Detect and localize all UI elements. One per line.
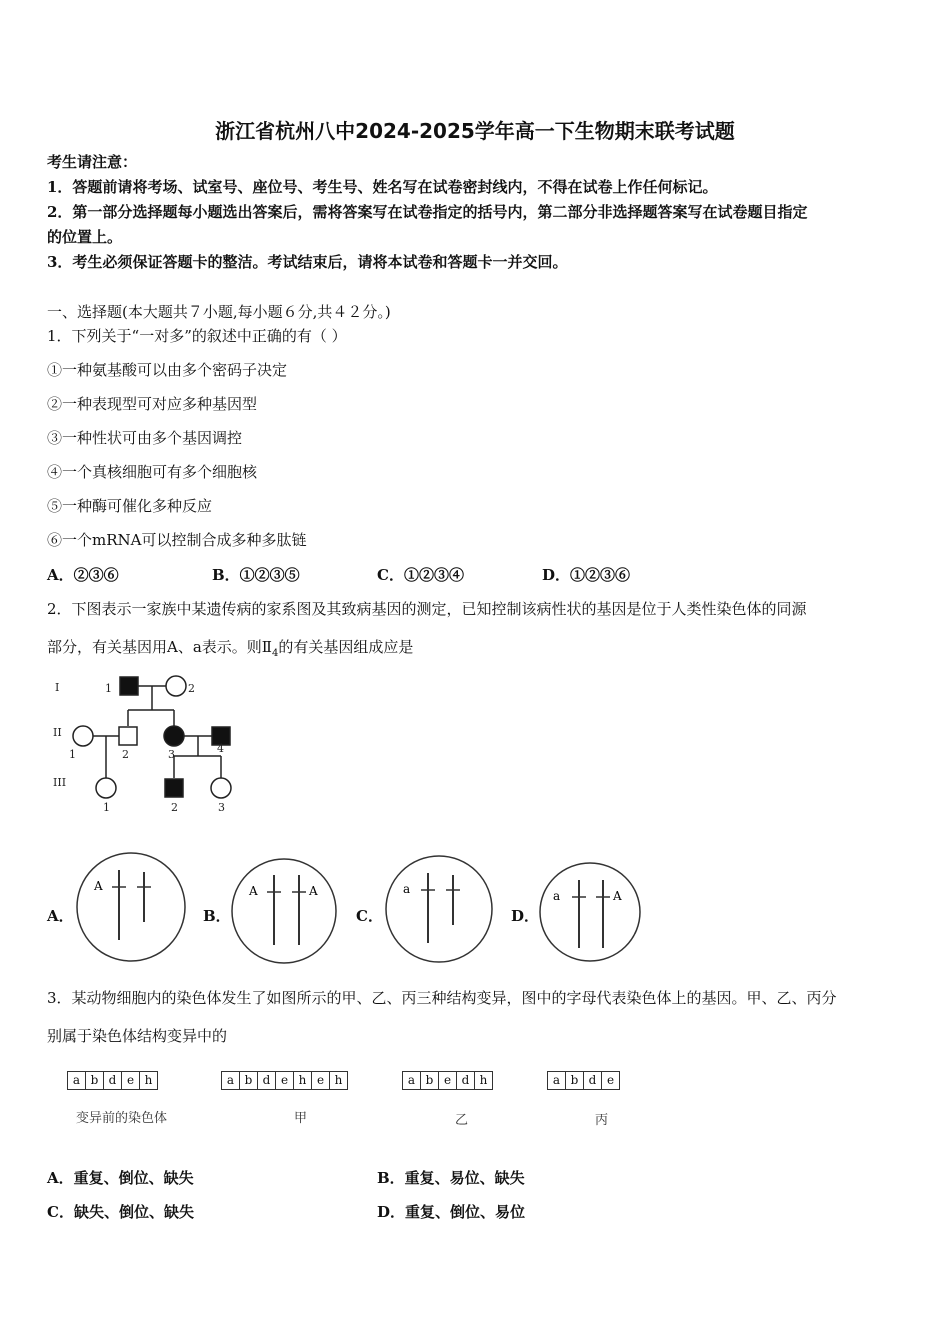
gene-label: A bbox=[94, 879, 103, 893]
gene-label: A bbox=[613, 889, 622, 903]
gene-cell: a bbox=[68, 1072, 86, 1089]
q2-option-b-diagram bbox=[229, 855, 339, 967]
pedigree-affected-male bbox=[120, 677, 138, 695]
q1-item: ①一种氨基酸可以由多个密码子决定 bbox=[47, 361, 288, 379]
pedigree-affected-female bbox=[164, 726, 184, 746]
individual-label: 2 bbox=[171, 801, 178, 814]
q1-option-d[interactable]: D．①②③⑥ bbox=[542, 566, 631, 584]
gene-cell: b bbox=[421, 1072, 439, 1089]
gene-label: a bbox=[403, 882, 411, 896]
chromosome-yi bbox=[402, 1071, 493, 1090]
gene-cell: h bbox=[334, 1073, 343, 1087]
q3-option-c[interactable]: C．缺失、倒位、缺失 bbox=[47, 1203, 194, 1221]
individual-label: 3 bbox=[218, 801, 225, 814]
gene-cell: e bbox=[606, 1073, 615, 1087]
q1-item: ⑤一种酶可催化多种反应 bbox=[47, 497, 213, 515]
q1-option-a[interactable]: A．②③⑥ bbox=[47, 566, 119, 584]
chromosome-caption: 甲 bbox=[294, 1111, 308, 1126]
notice-item: 2．第一部分选择题每小题选出答案后，需将答案写在试卷指定的括号内，第二部分非选择题答案写在试卷题目指定 bbox=[47, 203, 808, 221]
gene-cell: d bbox=[457, 1072, 475, 1089]
gene-label: A bbox=[309, 884, 318, 898]
notice-item: 1．答题前请将考场、试室号、座位号、考生号、姓名写在试卷密封线内，不得在试卷上作任何标记。 bbox=[47, 178, 718, 196]
q2-option-b[interactable]: B． bbox=[203, 907, 231, 925]
notice-item: 的位置上。 bbox=[47, 228, 123, 246]
q1-option-b[interactable]: B．①②③⑤ bbox=[212, 566, 300, 584]
q1-item: ④一个真核细胞可有多个细胞核 bbox=[47, 463, 258, 481]
section-heading: 一、选择题(本大题共７小题,每小题６分,共４２分。) bbox=[47, 303, 391, 321]
pedigree-female bbox=[211, 778, 231, 798]
page-title: 浙江省杭州八中2024-2025学年高一下生物期末联考试题 bbox=[215, 119, 735, 143]
gene-cell: h bbox=[144, 1073, 153, 1087]
q2-option-a-diagram bbox=[74, 850, 188, 964]
gene-cell: a bbox=[403, 1072, 421, 1089]
q1-option-c[interactable]: C．①②③④ bbox=[377, 566, 464, 584]
gene-cell: e bbox=[312, 1072, 330, 1089]
q3-option-b[interactable]: B．重复、易位、缺失 bbox=[377, 1169, 525, 1187]
gene-label: a bbox=[553, 889, 561, 903]
pedigree-affected-male bbox=[165, 779, 183, 797]
gene-cell: h bbox=[294, 1072, 312, 1089]
individual-label: 4 bbox=[217, 742, 224, 755]
gene-cell: e bbox=[439, 1072, 457, 1089]
q3-stem-line1: 3．某动物细胞内的染色体发生了如图所示的甲、乙、丙三种结构变异，图中的字母代表染色体上的基因。甲、乙、丙分 bbox=[47, 989, 837, 1007]
q3-option-a[interactable]: A．重复、倒位、缺失 bbox=[47, 1169, 194, 1187]
gene-cell: d bbox=[584, 1072, 602, 1089]
pedigree-female bbox=[73, 726, 93, 746]
q3-option-d[interactable]: D．重复、倒位、易位 bbox=[377, 1203, 526, 1221]
q2-option-c[interactable]: C． bbox=[356, 907, 383, 925]
q2-stem-line1: 2．下图表示一家族中某遗传病的家系图及其致病基因的测定，已知控制该病性状的基因是位于人类性染色体的同源 bbox=[47, 600, 807, 618]
generation-label: III bbox=[53, 776, 67, 789]
q1-item: ②一种表现型可对应多种基因型 bbox=[47, 395, 258, 413]
pedigree-chart bbox=[45, 670, 265, 815]
notice-item: 3．考生必须保证答题卡的整洁。考试结束后，请将本试卷和答题卡一并交回。 bbox=[47, 253, 568, 271]
generation-label: II bbox=[53, 726, 62, 739]
chromosome-caption: 丙 bbox=[595, 1113, 609, 1128]
chromosome-bing bbox=[547, 1071, 620, 1090]
q2-option-d-diagram bbox=[537, 860, 643, 964]
q2-option-c-diagram bbox=[383, 853, 495, 965]
individual-label: 2 bbox=[122, 748, 129, 761]
chromosome-jia bbox=[221, 1071, 348, 1090]
chromosome-caption: 乙 bbox=[455, 1113, 469, 1128]
gene-cell: b bbox=[240, 1072, 258, 1089]
pedigree-male bbox=[119, 727, 137, 745]
q1-item: ⑥一个mRNA可以控制合成多种多肽链 bbox=[47, 531, 307, 549]
q2-option-a[interactable]: A． bbox=[47, 907, 74, 925]
pedigree-female bbox=[166, 676, 186, 696]
gene-label: A bbox=[249, 884, 258, 898]
gene-cell: d bbox=[258, 1072, 276, 1089]
gene-cell: e bbox=[276, 1072, 294, 1089]
q1-stem: 1．下列关于“一对多”的叙述中正确的有（ ） bbox=[47, 327, 347, 345]
individual-label: 2 bbox=[188, 682, 195, 695]
gene-cell: a bbox=[548, 1072, 566, 1089]
individual-label: 1 bbox=[105, 682, 112, 695]
q1-item: ③一种性状可由多个基因调控 bbox=[47, 429, 243, 447]
pedigree-female bbox=[96, 778, 116, 798]
individual-label: 3 bbox=[168, 748, 175, 761]
gene-cell: h bbox=[479, 1073, 488, 1087]
chromosome-original bbox=[67, 1071, 158, 1090]
q2-stem-line2: 部分，有关基因用A、a表示。则$Ⅱ_4$的有关基因组成应是 bbox=[47, 638, 414, 659]
chromosome-caption: 变异前的染色体 bbox=[76, 1111, 168, 1126]
gene-cell: b bbox=[566, 1072, 584, 1089]
gene-cell: b bbox=[86, 1072, 104, 1089]
gene-cell: d bbox=[104, 1072, 122, 1089]
gene-cell: a bbox=[222, 1072, 240, 1089]
gene-cell: e bbox=[122, 1072, 140, 1089]
generation-label: I bbox=[55, 681, 60, 694]
individual-label: 1 bbox=[69, 748, 76, 761]
notice-heading: 考生请注意： bbox=[47, 153, 138, 171]
q3-stem-line2: 别属于染色体结构变异中的 bbox=[47, 1027, 228, 1045]
individual-label: 1 bbox=[103, 801, 110, 814]
q2-option-d[interactable]: D． bbox=[511, 907, 540, 925]
